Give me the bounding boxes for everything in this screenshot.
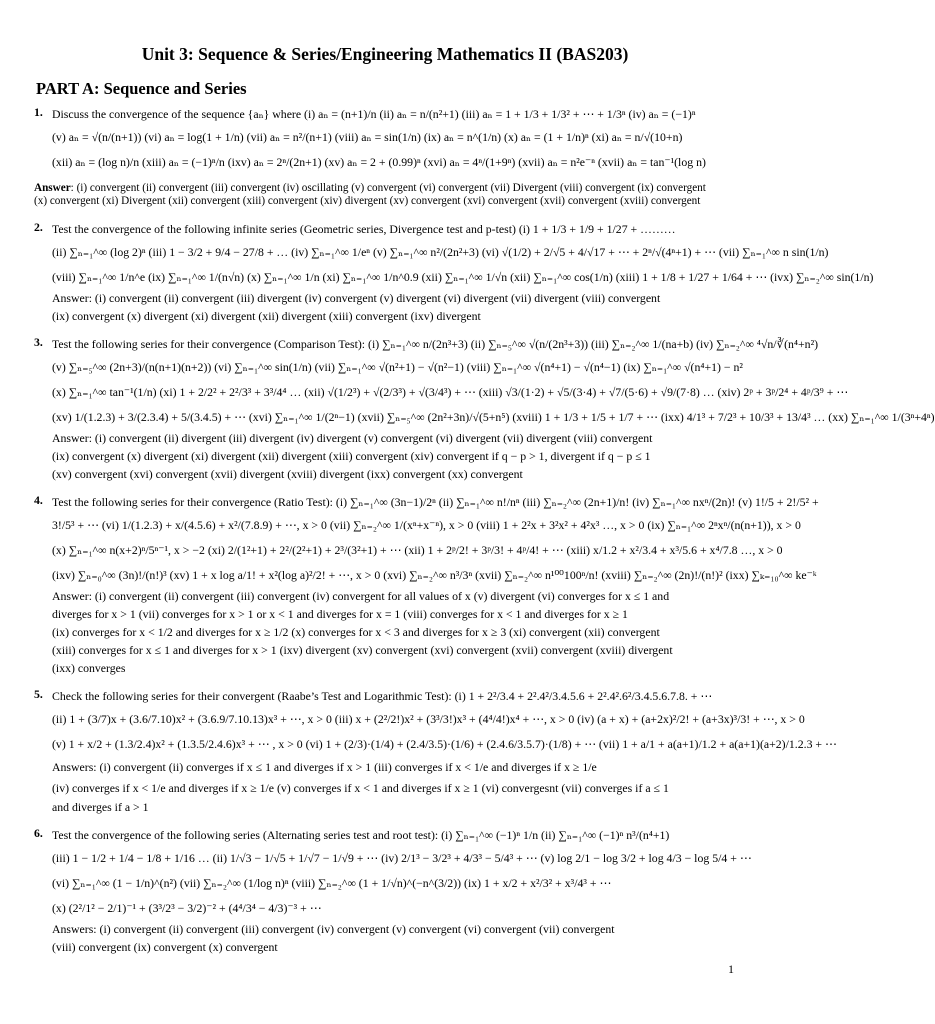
answer-line: (ixx) converges — [52, 661, 126, 675]
answer-line: Answer: (i) convergent (ii) convergent (iii) divergent (iv) convergent (v) divergent (vi) divergent (vii) divergent (viii) convergent — [52, 291, 661, 305]
page-number: 1 — [728, 962, 734, 976]
question-number: 6. — [34, 826, 43, 840]
question-line: (ii) ∑ₙ₌₁^∞ (log 2)ⁿ (iii) 1 − 3/2 + 9/4 − 27/8 + … (iv) ∑ₙ₌₁^∞ 1/eⁿ (v) ∑ₙ₌₁^∞ n²/(2n²+3) (vi) √(1/2) + 2/√5 + 4/√17 + ⋯ + 2ⁿ/√(4ⁿ+1) + ⋯ (vii) ∑ₙ₌₁^∞ n sin(1/n) — [52, 245, 829, 259]
answer-line: Answer: (i) convergent (ii) convergent (iii) convergent (iv) convergent for all values of x (v) divergent (vi) converges for x ≤ 1 and — [52, 589, 670, 603]
answer-line: (ix) convergent (x) divergent (xi) divergent (xii) divergent (xiii) convergent (ixv) divergent — [52, 309, 481, 323]
question-line: (xii) aₙ = (log n)/n (xiii) aₙ = (−1)ⁿ/n (ixv) aₙ = 2ⁿ/(2n+1) (xv) aₙ = 2 + (0.99)ⁿ (xvi) aₙ = 4ⁿ/(1+9ⁿ) (xvii) aₙ = n²e⁻ⁿ (xvii) aₙ = tan⁻¹(log n) — [52, 155, 706, 169]
answer-line: (xiii) converges for x ≤ 1 and diverges for x > 1 (ixv) divergent (xv) convergent (xvi) convergent (xvii) convergent (xviii) divergent — [52, 643, 673, 657]
answer-line: (x) convergent (xi) Divergent (xii) convergent (xiii) convergent (xiv) divergent (xv) convergent (xvi) convergent (xvii) convergent (xviii) convergent — [34, 195, 701, 207]
question-number: 1. — [34, 105, 43, 119]
question-line: Test the convergence of the following series (Alternating series test and root test): (i) ∑ₙ₌₁^∞ (−1)ⁿ 1/n (ii) ∑ₙ₌₁^∞ (−1)ⁿ n³/(n⁴+1) — [52, 828, 670, 842]
answer-line: Answers: (i) convergent (ii) converges if x ≤ 1 and diverges if x > 1 (iii) converges if x < 1/e and diverges if x ≥ 1/e — [52, 760, 597, 774]
question-line: Discuss the convergence of the sequence {aₙ} where (i) aₙ = (n+1)/n (ii) aₙ = n/(n²+1) (iii) aₙ = 1 + 1/3 + 1/3² + ⋯ + 1/3ⁿ (iv) aₙ = (−1)ⁿ — [52, 107, 696, 121]
question-1 — [34, 103, 736, 174]
question-line: Test the following series for their convergence (Comparison Test): (i) ∑ₙ₌₁^∞ n/(2n³+3) (ii) ∑ₙ₌₅^∞ √(n/(2n³+3)) (iii) ∑ₙ₌₂^∞ 1/(na+b) (iv) ∑ₙ₌₂^∞ ⁴√n/∛(n⁴+n²) — [52, 337, 819, 351]
question-line: (x) ∑ₙ₌₁^∞ tan⁻¹(1/n) (xi) 1 + 2/2² + 2²/3³ + 3³/4⁴ … (xii) √(1/2³) + √(2/3³) + √(3/4³) + ⋯ (xiii) √3/(1·2) + √5/(3·4) + √7/(5·6) + √9/(7·8) … (xiv) 2ᵖ + 3ᵖ/2⁴ + 4ᵖ/3⁹ + ⋯ — [52, 385, 849, 399]
answer-line: diverges for x > 1 (vii) converges for x > 1 or x < 1 and diverges for x = 1 (viii) converges for x < 1 and diverges for x ≥ 1 — [52, 607, 628, 621]
question-line: (v) aₙ = √(n/(n+1)) (vi) aₙ = log(1 + 1/n) (vii) aₙ = n²/(n+1) (viii) aₙ = sin(1/n) (ix) aₙ = n^(1/n) (x) aₙ = (1 + 1/n)ⁿ (xi) aₙ = n/√(10+n) — [52, 130, 683, 144]
question-number: 3. — [34, 335, 43, 349]
answer-line: (ix) convergent (x) divergent (xi) divergent (xii) divergent (xiii) convergent (xiv) convergent if q − p > 1, divergent if q − p ≤ 1 — [52, 449, 651, 463]
answer-line: Answer: (i) convergent (ii) divergent (iii) divergent (iv) divergent (v) convergent (vi) divergent (vii) divergent (viii) convergent — [52, 431, 653, 445]
question-line: Test the convergence of the following infinite series (Geometric series, Divergence test and p-test) (i) 1 + 1/3 + 1/9 + 1/27 + ……… — [52, 222, 676, 236]
question-line: (ii) 1 + (3/7)x + (3.6/7.10)x² + (3.6.9/7.10.13)x³ + ⋯, x > 0 (iii) x + (2²/2!)x² + (3³/3!)x³ + (4⁴/4!)x⁴ + ⋯, x > 0 (iv) (a + x) + (a+2x)²/2! + (a+3x)³/3! + ⋯, x > 0 — [52, 712, 805, 726]
question-5 — [34, 685, 837, 816]
question-body — [52, 333, 935, 483]
answer-text: : (i) convergent (ii) convergent (iii) convergent (iv) oscillating (v) convergent (vi) convergent (vii) Divergent (viii) convergent (ix) convergent — [70, 182, 706, 194]
question-number: 5. — [34, 687, 43, 701]
answer-line: (xv) convergent (xvi) convergent (xvii) divergent (xviii) divergent (ixx) convergent (xx) convergent — [52, 467, 523, 481]
question-line: (v) ∑ₙ₌₅^∞ (2n+3)/(n(n+1)(n+2)) (vi) ∑ₙ₌₁^∞ sin(1/n) (vii) ∑ₙ₌₁^∞ √(n²+1) − √(n²−1) (viii) ∑ₙ₌₁^∞ √(n⁴+1) − √(n⁴−1) (ix) ∑ₙ₌₁^∞ √(n⁴+1) − n² — [52, 360, 743, 374]
question-body — [52, 218, 874, 325]
question-line: (x) ∑ₙ₌₁^∞ n(x+2)ⁿ/5ⁿ⁻¹, x > −2 (xi) 2/(1²+1) + 2²/(2²+1) + 2³/(3²+1) + ⋯ (xii) 1 + 2ᵖ/2! + 3ᵖ/3! + 4ᵖ/4! + ⋯ (xiii) x/1.2 + x²/3.4 + x³/5.6 + x⁴/7.8 …, x > 0 — [52, 543, 783, 557]
question-number: 2. — [34, 220, 43, 234]
question-line: 3!/5³ + ⋯ (vi) 1/(1.2.3) + x/(4.5.6) + x²/(7.8.9) + ⋯, x > 0 (vii) ∑ₙ₌₂^∞ 1/(xⁿ+x⁻ⁿ), x > 0 (viii) 1 + 2²x + 3²x² + 4²x³ …, x > 0 (ix) ∑ₙ₌₁^∞ 2ⁿxⁿ/(n(n+1)), x > 0 — [52, 518, 801, 532]
page-title: Unit 3: Sequence & Series/Engineering Mathematics II (BAS203) — [141, 44, 629, 64]
question-body — [52, 103, 736, 174]
answer-block — [34, 182, 736, 208]
question-body — [52, 685, 837, 816]
question-line: Check the following series for their convergent (Raabe’s Test and Logarithmic Test): (i) 1 + 2²/3.4 + 2².4²/3.4.5.6 + 2².4².6²/3.4.5.6.7.8. + ⋯ — [52, 689, 713, 703]
question-line: (v) 1 + x/2 + (1.3/2.4)x² + (1.3.5/2.4.6)x³ + ⋯ , x > 0 (vi) 1 + (2/3)·(1/4) + (2.4/3.5)·(1/6) + (2.4.6/3.5.7)·(1/8) + ⋯ (vii) 1 + a/1 + a(a+1)/1.2 + a(a+1)(a+2)/1.2.3 + ⋯ — [52, 737, 837, 751]
question-line: (vi) ∑ₙ₌₁^∞ (1 − 1/n)^(n²) (vii) ∑ₙ₌₂^∞ (1/log n)ⁿ (viii) ∑ₙ₌₂^∞ (1 + 1/√n)^(−n^(3/2)) (ix) 1 + x/2 + x²/3² + x³/4³ + ⋯ — [52, 876, 612, 890]
question-line: (ixv) ∑ₙ₌₀^∞ (3n)!/(n!)³ (xv) 1 + x log a/1! + x²(log a)²/2! + ⋯, x > 0 (xvi) ∑ₙ₌₂^∞ n³/3ⁿ (xvii) ∑ₙ₌₂^∞ n¹⁰⁰100ⁿ/n! (xviii) ∑ₙ₌₂^∞ (2n)!/(n!)² (ixx) ∑ₖ₌₁₀^∞ ke⁻ᵏ — [52, 568, 817, 582]
answer-line: and diverges if a > 1 — [52, 800, 149, 814]
question-line: (iii) 1 − 1/2 + 1/4 − 1/8 + 1/16 … (ii) 1/√3 − 1/√5 + 1/√7 − 1/√9 + ⋯ (iv) 2/1³ − 3/2³ + 4/3³ − 5/4³ + ⋯ (v) log 2/1 − log 3/2 + log 4/3 − log 5/4 + ⋯ — [52, 851, 752, 865]
question-2 — [34, 218, 874, 325]
question-body — [52, 491, 819, 677]
question-6 — [34, 824, 752, 956]
question-body — [52, 824, 752, 956]
part-heading: PART A: Sequence and Series — [36, 79, 247, 98]
question-line: (xv) 1/(1.2.3) + 3/(2.3.4) + 5/(3.4.5) + ⋯ (xvi) ∑ₙ₌₁^∞ 1/(2ⁿ−1) (xvii) ∑ₙ₌₅^∞ (2n²+3n)/√(5+n⁵) (xviii) 1 + 1/3 + 1/5 + 1/7 + ⋯ (ixx) 4/1³ + 7/2³ + 10/3³ + 13/4³ … (xx) ∑ₙ₌₁^∞ 1/(3ⁿ+4ⁿ) — [52, 410, 935, 424]
answer-line: (ix) converges for x < 1/2 and diverges for x ≥ 1/2 (x) converges for x < 3 and diverges for x ≥ 3 (xi) convergent (xii) convergent — [52, 625, 660, 639]
question-line: (viii) ∑ₙ₌₁^∞ 1/n^e (ix) ∑ₙ₌₁^∞ 1/(n√n) (x) ∑ₙ₌₁^∞ 1/n (xi) ∑ₙ₌₁^∞ 1/n^0.9 (xii) ∑ₙ₌₁^∞ 1/√n (xii) ∑ₙ₌₁^∞ cos(1/n) (xiii) 1 + 1/8 + 1/27 + 1/64 + ⋯ (ivx) ∑ₙ₌₂^∞ sin(1/n) — [52, 270, 874, 284]
answer-line: (iv) converges if x < 1/e and diverges if x ≥ 1/e (v) converges if x < 1 and diverges if x ≥ 1 (vi) convergesnt (vii) converges if a ≤ 1 — [52, 781, 669, 795]
answer-line — [34, 182, 736, 195]
answer-label: Answer — [34, 182, 71, 194]
answer-line: (viii) convergent (ix) convergent (x) convergent — [52, 940, 278, 954]
question-line: (x) (2²/1² − 2/1)⁻¹ + (3³/2³ − 3/2)⁻² + (4⁴/3⁴ − 4/3)⁻³ + ⋯ — [52, 901, 322, 915]
question-4 — [34, 491, 819, 677]
question-line: Test the following series for their convergence (Ratio Test): (i) ∑ₙ₌₁^∞ (3n−1)/2ⁿ (ii) ∑ₙ₌₁^∞ n!/nⁿ (iii) ∑ₙ₌₂^∞ (2n+1)/n! (iv) ∑ₙ₌₁^∞ nxⁿ/(2n)! (v) 1!/5 + 2!/5² + — [52, 495, 819, 509]
question-3 — [34, 333, 935, 483]
answer-line: Answers: (i) convergent (ii) convergent (iii) convergent (iv) convergent (v) convergent (vi) convergent (vii) convergent — [52, 922, 615, 936]
question-number: 4. — [34, 493, 43, 507]
